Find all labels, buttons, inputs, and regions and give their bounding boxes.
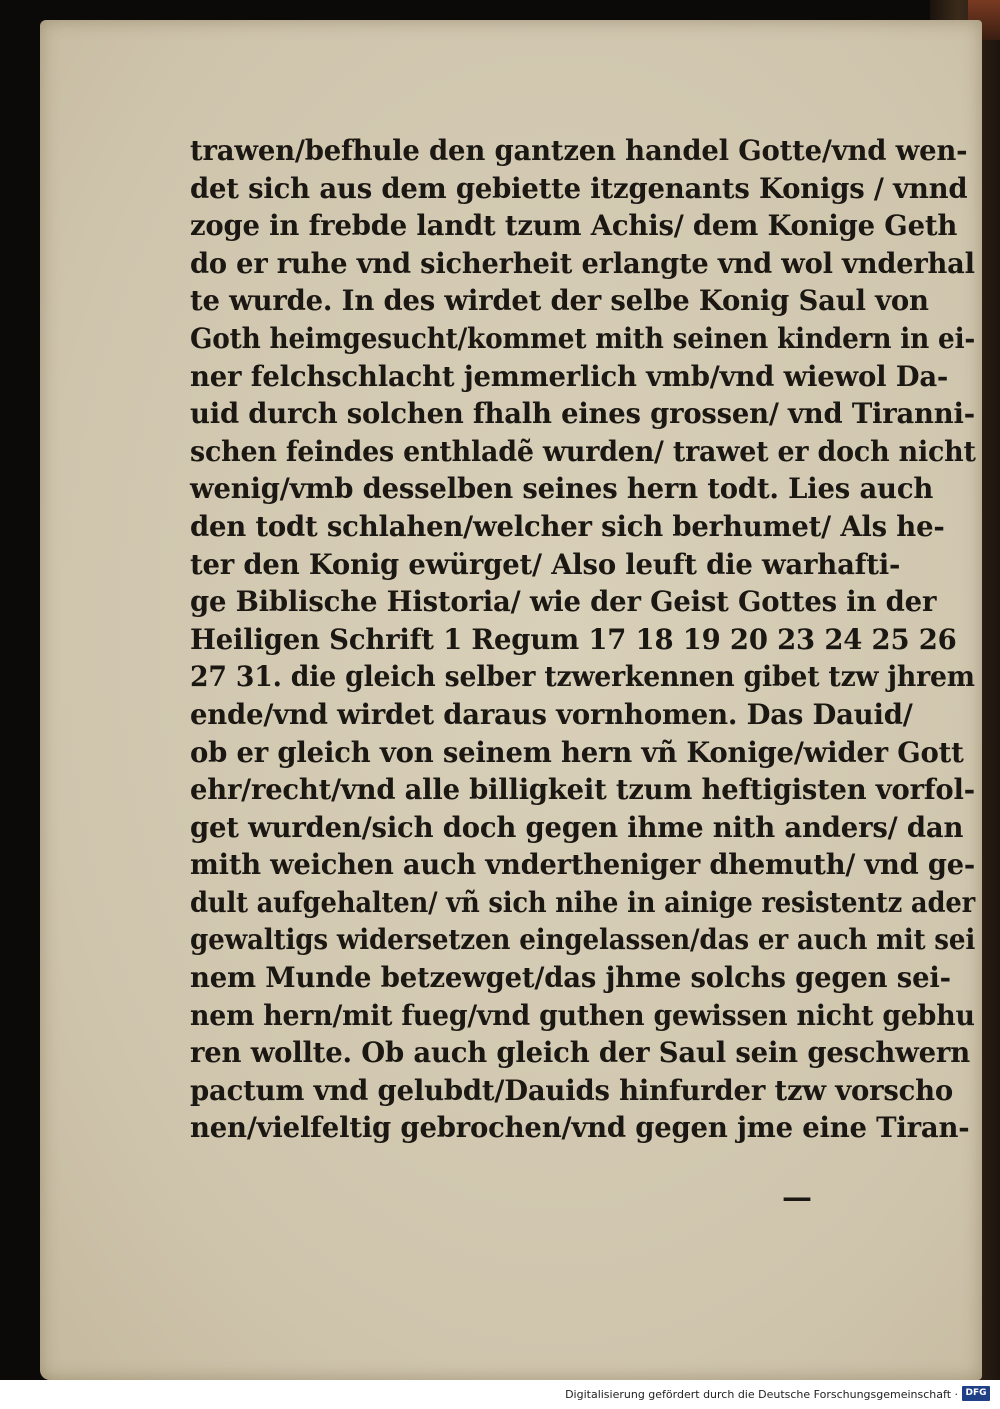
text-line: det sich aus dem gebiette itzgenants Konigs / vnnd bbox=[190, 171, 968, 205]
text-line: nem Munde betzewget/das jhme solchs gegen sei- bbox=[190, 961, 951, 995]
text-line: pactum vnd gelubdt/Dauids hinfurder tzw vorscho bbox=[190, 1073, 954, 1107]
text-line: ende/vnd wirdet daraus vornhomen. Das Dauid/ bbox=[190, 697, 913, 731]
dfg-logo-icon: DFG bbox=[962, 1386, 990, 1401]
text-line: Heiligen Schrift 1 Regum 17 18 19 20 23 24 25 26 bbox=[190, 622, 957, 656]
text-line: get wurden/sich doch gegen ihme nith anders/ dan bbox=[190, 810, 964, 844]
footer-bar bbox=[0, 1380, 1000, 1409]
text-line: ter den Konig ewürget/ Also leuft die warhafti- bbox=[190, 547, 901, 581]
text-line: ehr/recht/vnd alle billigkeit tzum heftigisten vorfol- bbox=[190, 773, 975, 807]
text-line: ren wollte. Ob auch gleich der Saul sein geschwern bbox=[190, 1036, 970, 1070]
text-line: Goth heimgesucht/kommet mith seinen kindern in ei- bbox=[190, 321, 976, 355]
text-line: nem hern/mit fueg/vnd guthen gewissen nicht gebhu bbox=[190, 998, 975, 1032]
text-line: do er ruhe vnd sicherheit erlangte vnd wol vnderhal bbox=[190, 246, 975, 280]
page-text-block bbox=[190, 132, 990, 1147]
text-line: nen/vielfeltig gebrochen/vnd gegen jme eine Tiran- bbox=[190, 1111, 970, 1145]
scanned-page bbox=[40, 20, 982, 1380]
text-line: 27 31. die gleich selber tzwerkennen gibet tzw jhrem bbox=[190, 660, 975, 694]
catchword-mark: — bbox=[782, 1180, 812, 1215]
funding-credit: Digitalisierung gefördert durch die Deutsche Forschungsgemeinschaft · bbox=[565, 1388, 958, 1401]
text-line: trawen/befhule den gantzen handel Gotte/vnd wen- bbox=[190, 134, 968, 167]
text-line: dult aufgehalten/ vñ sich nihe in ainige resistentz ader bbox=[190, 885, 976, 919]
text-line: schen feindes enthladẽ wurden/ trawet er doch nicht bbox=[190, 434, 976, 468]
text-line: ob er gleich von seinem hern vñ Konige/wider Gott bbox=[190, 735, 964, 769]
text-line: den todt schlahen/welcher sich berhumet/ Als he- bbox=[190, 509, 945, 543]
text-line: mith weichen auch vndertheniger dhemuth/ vnd ge- bbox=[190, 848, 976, 882]
text-line: te wurde. In des wirdet der selbe Konig Saul von bbox=[190, 284, 929, 318]
text-line: ner felchschlacht jemmerlich vmb/vnd wiewol Da- bbox=[190, 359, 949, 393]
text-line: gewaltigs widersetzen eingelassen/das er auch mit sei bbox=[190, 923, 976, 957]
text-line: uid durch solchen fhalh eines grossen/ vnd Tiranni- bbox=[190, 397, 975, 431]
text-line: wenig/vmb desselben seines hern todt. Lies auch bbox=[190, 472, 934, 506]
text-line: zoge in frebde landt tzum Achis/ dem Konige Geth bbox=[190, 209, 958, 243]
text-line: ge Biblische Historia/ wie der Geist Gottes in der bbox=[190, 585, 937, 619]
